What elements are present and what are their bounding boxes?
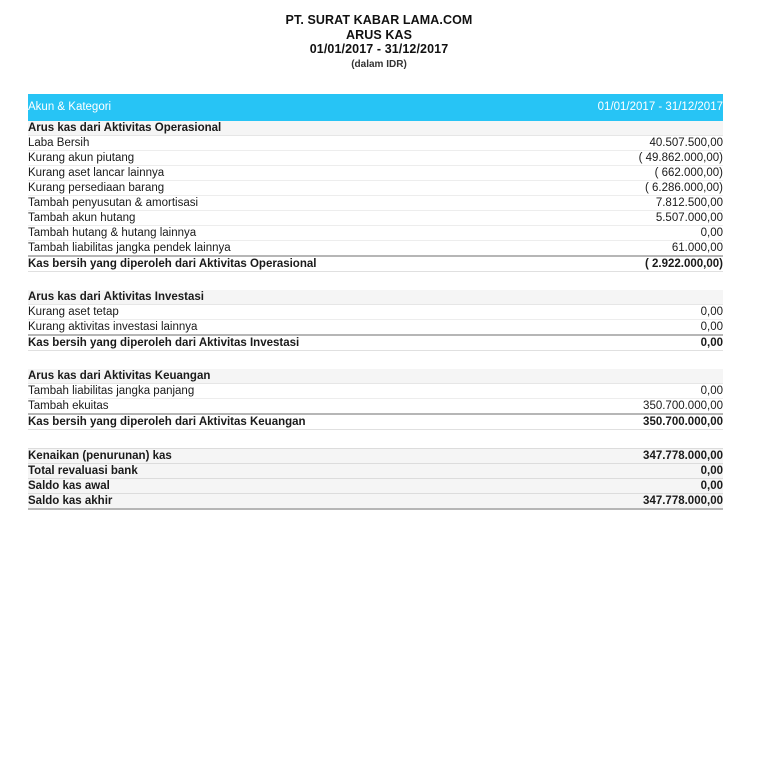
summary-label: Saldo kas awal: [28, 478, 376, 493]
summary-row: [28, 478, 723, 493]
row-label: Laba Bersih: [28, 135, 376, 150]
row-label: Tambah liabilitas jangka pendek lainnya: [28, 240, 376, 256]
row-label: Tambah akun hutang: [28, 210, 376, 225]
section-total-row: [28, 414, 723, 430]
section-spacer-cell: [28, 271, 723, 290]
section-total-value: ( 2.922.000,00): [376, 256, 724, 272]
table-row: [28, 304, 723, 319]
row-value: ( 6.286.000,00): [376, 180, 724, 195]
row-value: 61.000,00: [376, 240, 724, 256]
section-spacer: [28, 271, 723, 290]
section-total-label: Kas bersih yang diperoleh dari Aktivitas Keuangan: [28, 414, 376, 430]
statement-title: ARUS KAS: [345, 27, 413, 42]
summary-value: 347.778.000,00: [376, 493, 724, 509]
row-label: Tambah liabilitas jangka panjang: [28, 383, 376, 398]
table-row: [28, 165, 723, 180]
row-value: ( 49.862.000,00): [376, 150, 724, 165]
section-total-value: 350.700.000,00: [376, 414, 724, 430]
table-row: [28, 240, 723, 256]
currency-note: (dalam IDR): [351, 58, 407, 70]
row-value: 7.812.500,00: [376, 195, 724, 210]
row-label: Kurang persediaan barang: [28, 180, 376, 195]
row-value: 350.700.000,00: [376, 398, 724, 414]
table-row: [28, 383, 723, 398]
cash-flow-table: [28, 94, 723, 510]
company-name: PT. SURAT KABAR LAMA.COM: [285, 13, 473, 27]
row-label: Kurang aktivitas investasi lainnya: [28, 319, 376, 335]
section-total-row: [28, 335, 723, 351]
row-value: 5.507.000,00: [376, 210, 724, 225]
row-label: Kurang aset tetap: [28, 304, 376, 319]
summary-label: Kenaikan (penurunan) kas: [28, 448, 376, 463]
row-value: 0,00: [376, 304, 724, 319]
section-spacer-cell: [28, 350, 723, 369]
summary-value: 0,00: [376, 478, 724, 493]
table-row: [28, 180, 723, 195]
row-label: Kurang aset lancar lainnya: [28, 165, 376, 180]
section-spacer-cell: [28, 429, 723, 448]
row-label: Tambah penyusutan & amortisasi: [28, 195, 376, 210]
table-row: [28, 195, 723, 210]
cash-flow-table-wrapper: [28, 94, 723, 510]
section-spacer: [28, 350, 723, 369]
row-value: 40.507.500,00: [376, 135, 724, 150]
summary-value: 0,00: [376, 463, 724, 478]
table-row: [28, 319, 723, 335]
summary-label: Saldo kas akhir: [28, 493, 376, 509]
row-label: Tambah hutang & hutang lainnya: [28, 225, 376, 240]
section-spacer: [28, 429, 723, 448]
section-title: Arus kas dari Aktivitas Keuangan: [28, 369, 723, 384]
row-value: 0,00: [376, 225, 724, 240]
summary-row: [28, 493, 723, 509]
row-label: Tambah ekuitas: [28, 398, 376, 414]
summary-value: 347.778.000,00: [376, 448, 724, 463]
report-period: 01/01/2017 - 31/12/2017: [309, 42, 449, 56]
section-total-label: Kas bersih yang diperoleh dari Aktivitas Investasi: [28, 335, 376, 351]
summary-label: Total revaluasi bank: [28, 463, 376, 478]
section-total-value: 0,00: [376, 335, 724, 351]
table-row: [28, 398, 723, 414]
section-title-row: [28, 121, 723, 136]
section-title: Arus kas dari Aktivitas Investasi: [28, 290, 723, 305]
section-title: Arus kas dari Aktivitas Operasional: [28, 121, 723, 136]
column-header-account: Akun & Kategori: [28, 94, 376, 121]
row-label: Kurang akun piutang: [28, 150, 376, 165]
section-title-row: [28, 290, 723, 305]
row-value: ( 662.000,00): [376, 165, 724, 180]
report-header: [0, 0, 758, 72]
row-value: 0,00: [376, 383, 724, 398]
section-total-label: Kas bersih yang diperoleh dari Aktivitas Operasional: [28, 256, 376, 272]
table-row: [28, 225, 723, 240]
table-row: [28, 150, 723, 165]
summary-row: [28, 448, 723, 463]
column-header-period: 01/01/2017 - 31/12/2017: [376, 94, 724, 121]
table-row: [28, 210, 723, 225]
section-total-row: [28, 256, 723, 272]
table-row: [28, 135, 723, 150]
summary-row: [28, 463, 723, 478]
section-title-row: [28, 369, 723, 384]
table-header-row: [28, 94, 723, 121]
row-value: 0,00: [376, 319, 724, 335]
